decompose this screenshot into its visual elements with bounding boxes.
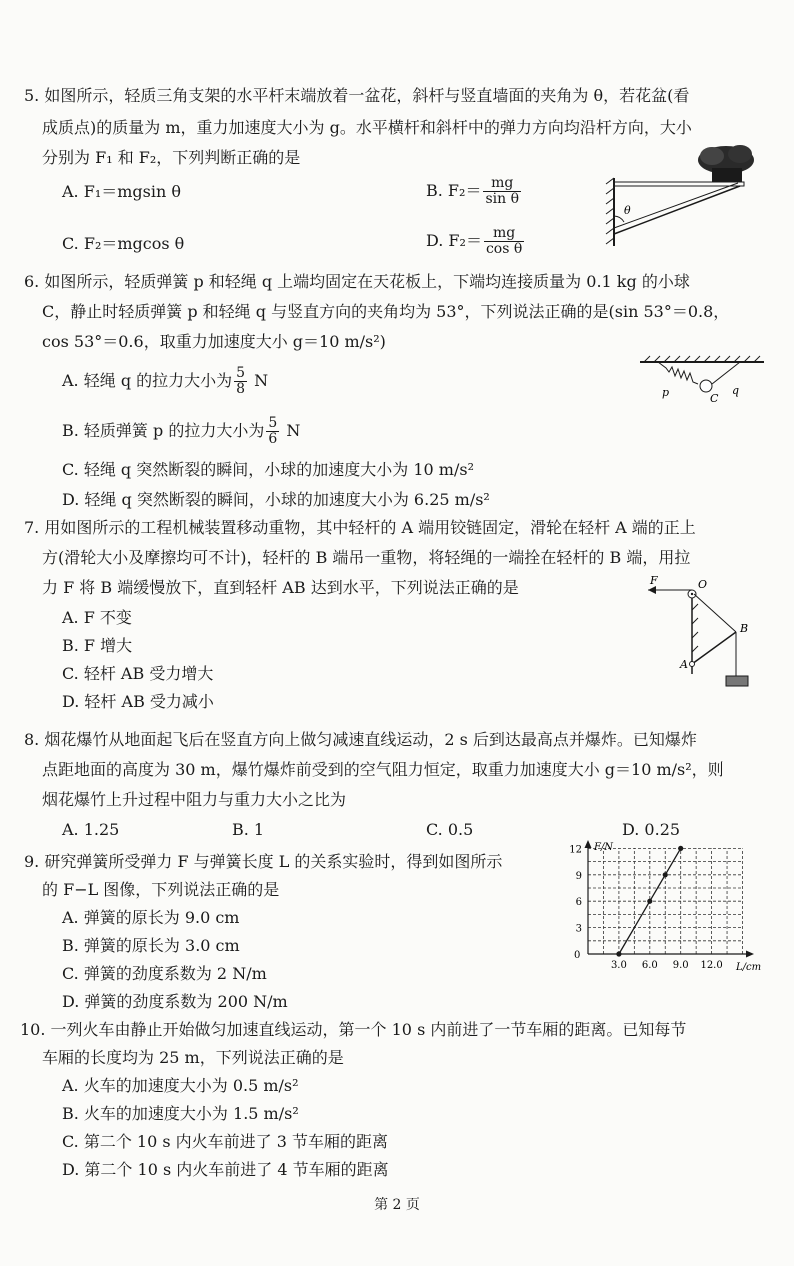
data-point	[663, 872, 668, 877]
x-tick-label: 3.0	[610, 960, 627, 971]
slant-rod-edge	[614, 183, 738, 228]
y-axis-label: F/N	[594, 842, 614, 853]
q8-line3: 烟花爆竹上升过程中阻力与重力大小之比为	[42, 790, 347, 809]
flower-pot-icon	[698, 145, 754, 182]
horizontal-rod	[614, 182, 744, 186]
q6-option-a-unit: N	[254, 371, 269, 390]
x-tick-label: 9.0	[672, 960, 689, 971]
q5-bracket-figure	[600, 138, 770, 250]
rope-ob	[694, 594, 736, 632]
q6-option-a[interactable]	[62, 366, 268, 397]
q10-line2: 车厢的长度均为 25 m，下列说法正确的是	[42, 1048, 344, 1067]
q9-option-d[interactable]: D. 弹簧的劲度系数为 200 N/m	[62, 992, 288, 1011]
spring-p	[658, 362, 698, 384]
label-f: F	[650, 574, 658, 587]
q6-option-b-den: 6	[268, 431, 278, 447]
q5-line1: 5. 如图所示，轻质三角支架的水平杆末端放着一盆花，斜杆与竖直墙面的夹角为 θ，若花盆(看	[24, 86, 690, 105]
arrow-f-icon	[648, 586, 656, 594]
data-point	[616, 951, 621, 956]
origin-label: 0	[574, 950, 581, 961]
q8-line2: 点距地面的高度为 30 m，爆竹爆炸前受到的空气阻力恒定，取重力加速度大小 g＝10 m/s²，则	[42, 760, 724, 779]
q8-line1: 8. 烟花爆竹从地面起飞后在竖直方向上做匀减速直线运动，2 s 后到达最高点并爆炸。已知爆炸	[24, 730, 697, 749]
q9-option-b[interactable]: B. 弹簧的原长为 3.0 cm	[62, 936, 240, 955]
q8-option-c[interactable]: C. 0.5	[426, 820, 474, 839]
fl-graph	[560, 838, 774, 974]
theta-label: θ	[624, 204, 631, 217]
q5-option-d-fraction	[484, 226, 524, 257]
q6-option-a-num: 5	[236, 365, 246, 381]
q7-line3: 力 F 将 B 端缓慢放下，直到轻杆 AB 达到水平，下列说法正确的是	[42, 578, 519, 597]
x-tick-label: 12.0	[700, 960, 723, 971]
grid	[588, 848, 743, 954]
x-axis-label: L/cm	[736, 962, 762, 973]
q5-option-a[interactable]: A. F₁＝mgsin θ	[62, 182, 182, 201]
q5-option-b-den: sin θ	[485, 191, 520, 207]
ball-c	[700, 380, 712, 392]
q6-line3: cos 53°＝0.6，取重力加速度大小 g＝10 m/s²)	[42, 332, 386, 351]
axes	[585, 840, 755, 958]
q7-line1: 7. 用如图所示的工程机械装置移动重物，其中轻杆的 A 端用铰链固定，滑轮在轻杆 A 端的正上	[24, 518, 696, 537]
post-hatch	[692, 604, 698, 652]
data-point	[647, 899, 652, 904]
label-a: A	[680, 658, 688, 671]
q5-option-d-den: cos θ	[485, 241, 523, 257]
q9-option-a[interactable]: A. 弹簧的原长为 9.0 cm	[62, 908, 240, 927]
label-p: p	[662, 386, 670, 399]
theta-arc	[614, 216, 624, 222]
q9-line1: 9. 研究弹簧所受弹力 F 与弹簧长度 L 的关系实验时，得到如图所示	[24, 852, 503, 871]
q8-option-a[interactable]: A. 1.25	[62, 820, 120, 839]
label-o: O	[698, 578, 708, 591]
label-c: C	[710, 392, 719, 404]
q7-option-a[interactable]: A. F 不变	[62, 608, 132, 627]
x-axis-arrow-icon	[746, 951, 754, 958]
hinge-a	[690, 662, 695, 667]
rod-ab	[692, 632, 736, 664]
q7-pulley-figure	[640, 574, 770, 694]
q5-option-d[interactable]	[426, 226, 526, 257]
q6-line1: 6. 如图所示，轻质弹簧 p 和轻绳 q 上端均固定在天花板上，下端均连接质量为 0.1 kg 的小球	[24, 272, 690, 291]
q7-option-b[interactable]: B. F 增大	[62, 636, 133, 655]
q6-option-b-num: 5	[268, 415, 278, 431]
q7-option-c[interactable]: C. 轻杆 AB 受力增大	[62, 664, 214, 683]
q5-option-b-label: B. F₂＝	[426, 181, 482, 200]
q6-option-a-fraction	[234, 366, 247, 397]
q6-line2: C，静止时轻质弹簧 p 和轻绳 q 与竖直方向的夹角均为 53°，下列说法正确的是(sin 53°＝0.8，	[42, 302, 730, 321]
y-tick-label: 6	[575, 897, 582, 909]
q10-option-b[interactable]: B. 火车的加速度大小为 1.5 m/s²	[62, 1104, 299, 1123]
page-number: 第 2 页	[374, 1197, 420, 1213]
q6-option-b[interactable]	[62, 416, 300, 447]
q10-option-d[interactable]: D. 第二个 10 s 内火车前进了 4 节车厢的距离	[62, 1160, 389, 1179]
y-tick-label: 3	[575, 923, 582, 935]
slant-rod	[614, 186, 740, 234]
q10-line1: 10. 一列火车由静止开始做匀加速直线运动，第一个 10 s 内前进了一节车厢的距离。已知每节	[20, 1020, 687, 1039]
q6-option-a-den: 8	[236, 381, 246, 397]
q10-option-c[interactable]: C. 第二个 10 s 内火车前进了 3 节车厢的距离	[62, 1132, 389, 1151]
label-b: B	[740, 622, 749, 635]
y-tick-label: 12	[569, 844, 582, 856]
y-tick-label: 9	[575, 870, 582, 882]
q6-spring-figure	[636, 354, 768, 404]
y-axis-arrow-icon	[585, 840, 592, 848]
label-q: q	[732, 384, 740, 397]
q6-option-b-label: B. 轻质弹簧 p 的拉力大小为	[62, 421, 265, 440]
q6-option-b-fraction	[266, 416, 279, 447]
q9-line2: 的 F−L 图像，下列说法正确的是	[42, 880, 280, 899]
q6-option-d[interactable]: D. 轻绳 q 突然断裂的瞬间，小球的加速度大小为 6.25 m/s²	[62, 490, 490, 509]
weight-block	[726, 676, 748, 686]
q10-option-a[interactable]: A. 火车的加速度大小为 0.5 m/s²	[62, 1076, 299, 1095]
q5-line2: 成质点)的质量为 m，重力加速度大小为 g。水平横杆和斜杆中的弹力方向均沿杆方向，大小	[42, 118, 692, 137]
q5-option-d-num: mg	[484, 226, 524, 242]
q9-option-c[interactable]: C. 弹簧的劲度系数为 2 N/m	[62, 964, 267, 983]
q5-option-c[interactable]: C. F₂＝mgcos θ	[62, 234, 185, 253]
q5-option-b-num: mg	[483, 176, 521, 192]
q5-option-b[interactable]	[426, 176, 523, 207]
q5-option-d-label: D. F₂＝	[426, 231, 482, 250]
q7-option-d[interactable]: D. 轻杆 AB 受力减小	[62, 692, 214, 711]
q8-option-b[interactable]: B. 1	[232, 820, 265, 839]
q6-option-c[interactable]: C. 轻绳 q 突然断裂的瞬间，小球的加速度大小为 10 m/s²	[62, 460, 474, 479]
q6-option-a-label: A. 轻绳 q 的拉力大小为	[62, 371, 233, 390]
q5-option-b-fraction	[483, 176, 521, 207]
pulley-axle	[691, 593, 693, 595]
wall-hatch	[606, 178, 614, 246]
rope-q	[712, 362, 740, 384]
q6-option-b-unit: N	[286, 421, 301, 440]
x-tick-label: 6.0	[641, 960, 658, 971]
q5-line3: 分别为 F₁ 和 F₂，下列判断正确的是	[42, 148, 301, 167]
data-point	[678, 846, 683, 851]
q7-line2: 方(滑轮大小及摩擦均可不计)，轻杆的 B 端吊一重物，将轻绳的一端拴在轻杆的 B 端，用拉	[42, 548, 691, 567]
q8-option-d[interactable]: D. 0.25	[622, 820, 681, 839]
